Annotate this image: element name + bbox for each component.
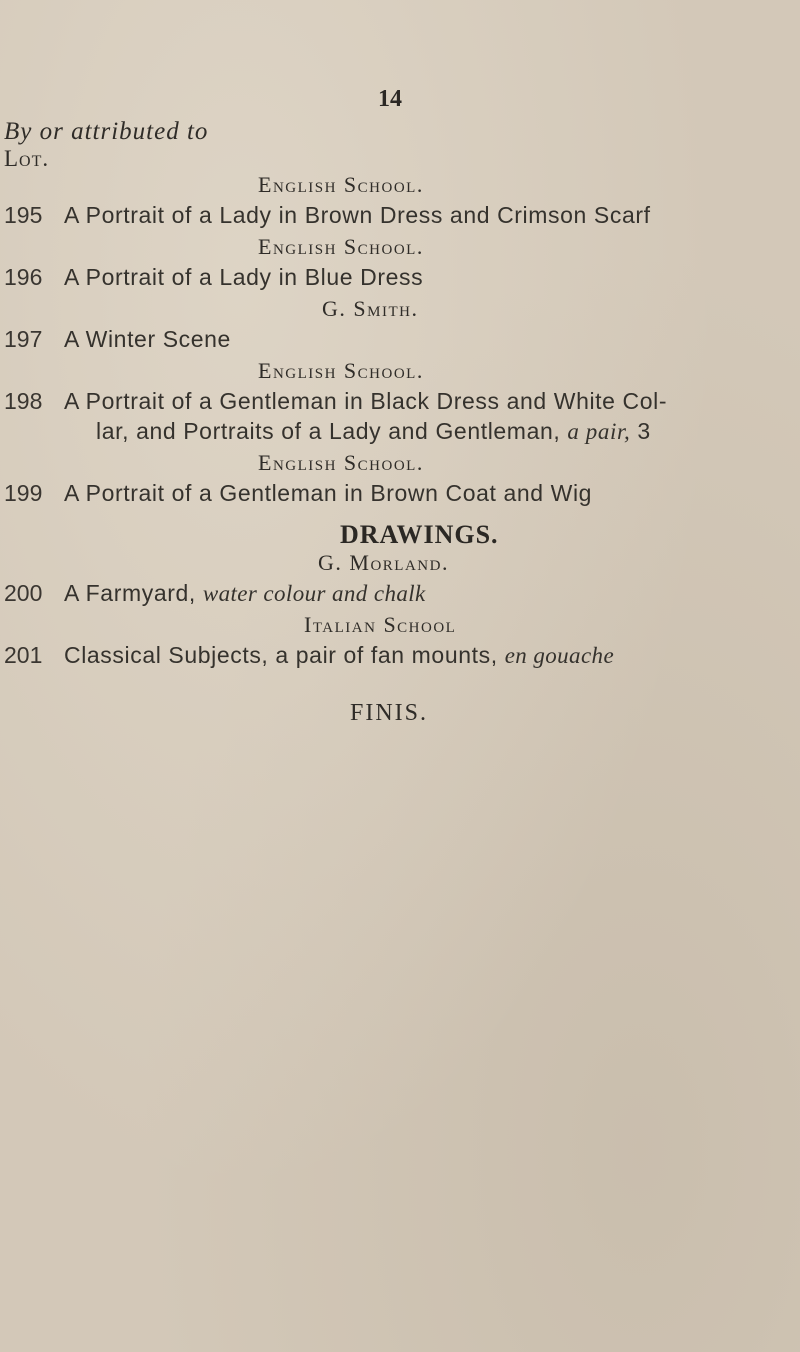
subtitle: By or attributed to <box>4 118 209 145</box>
description-text: Classical Subjects, a pair of fan mounts, <box>64 642 498 668</box>
page-number: 14 <box>378 86 402 112</box>
lot-number: 198 <box>4 388 43 414</box>
lot-number: 195 <box>4 202 43 228</box>
lot-description: A Portrait of a Lady in Brown Dress and Crimson Scarf <box>64 202 651 228</box>
lot-description <box>64 642 614 669</box>
attribution: English School. <box>258 450 424 475</box>
lot-description: A Winter Scene <box>64 326 231 352</box>
lot-description <box>64 580 426 607</box>
continuation-italic: a pair, <box>567 419 631 444</box>
lot-description-continuation <box>96 418 651 445</box>
attribution: G. Smith. <box>322 296 419 321</box>
lot-number: 197 <box>4 326 43 352</box>
attribution: English School. <box>258 358 424 383</box>
description-text: A Farmyard, <box>64 580 196 606</box>
lot-number-text: 200 <box>4 580 43 606</box>
lot-description: A Portrait of a Lady in Blue Dress <box>64 264 424 290</box>
attribution: English School. <box>258 234 424 259</box>
attribution: G. Morland. <box>318 550 449 575</box>
lot-number: 199 <box>4 480 43 506</box>
lot-description: A Portrait of a Gentleman in Black Dress and White Col- <box>64 388 668 414</box>
attribution: Italian School <box>304 612 457 637</box>
lot-column-header: Lot. <box>4 146 50 171</box>
lot-description: A Portrait of a Gentleman in Brown Coat and Wig <box>64 480 593 506</box>
lot-number: 196 <box>4 264 43 290</box>
lot-number-text: 201 <box>4 642 43 668</box>
lot-number <box>4 580 42 607</box>
finis: FINIS. <box>350 700 429 726</box>
attribution: English School. <box>258 172 424 197</box>
medium: en gouache <box>504 643 615 668</box>
quantity: 3 <box>637 418 651 444</box>
medium: water colour and chalk <box>202 581 426 606</box>
section-heading: DRAWINGS. <box>340 520 499 549</box>
lot-number <box>4 642 42 669</box>
continuation-text: lar, and Portraits of a Lady and Gentleman, <box>96 418 561 444</box>
